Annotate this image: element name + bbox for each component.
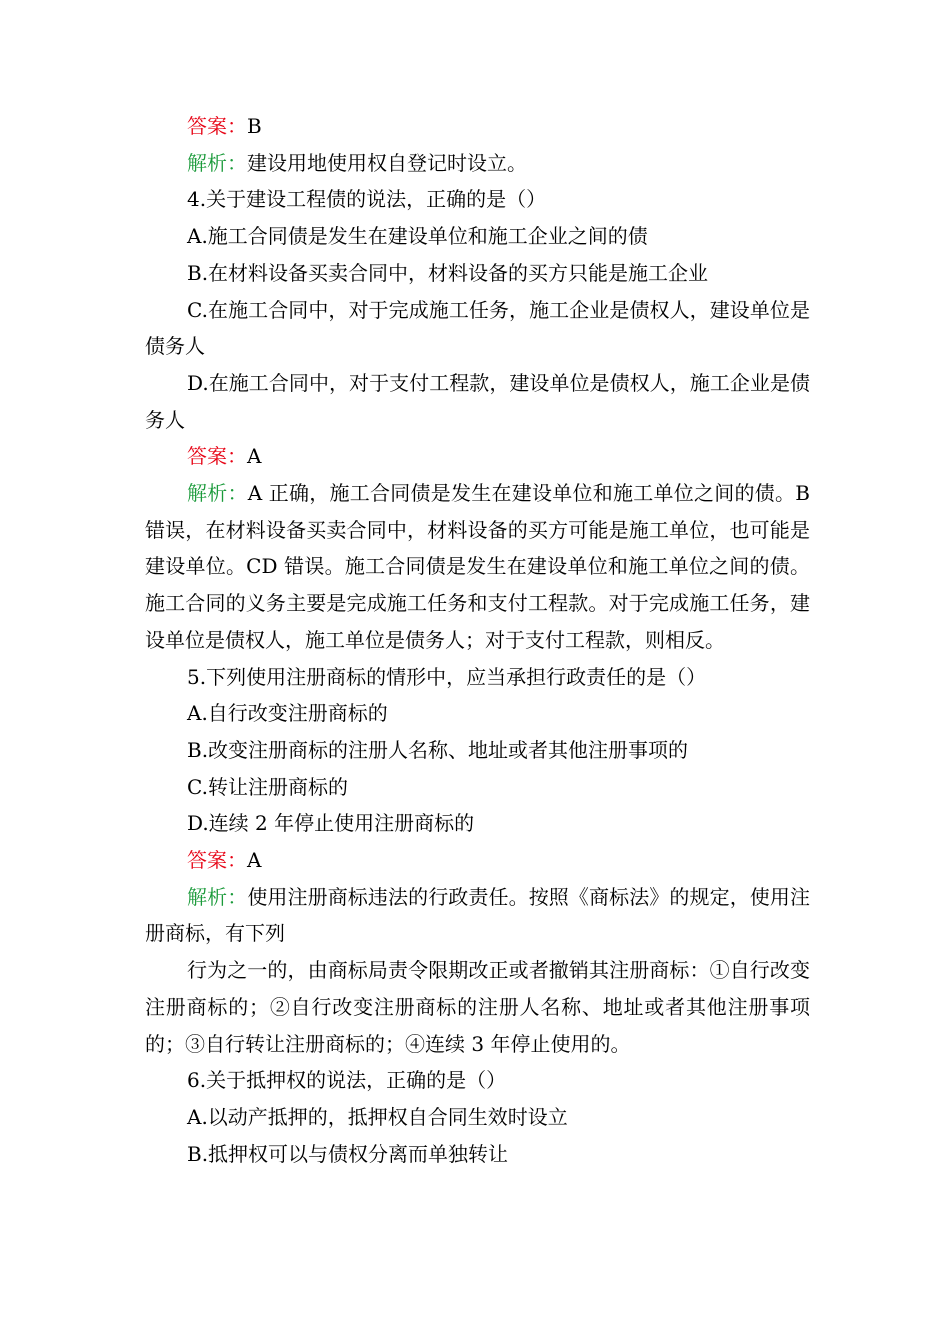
q4-option-c: C.在施工合同中，对于完成施工任务，施工企业是债权人，建设单位是债务人: [145, 297, 810, 359]
q4-option-a: A.施工合同债是发生在建设单位和施工企业之间的债: [187, 224, 648, 249]
q4-option-b: B.在材料设备买卖合同中，材料设备的买方只能是施工企业: [187, 260, 709, 285]
answer-value: A: [247, 848, 262, 873]
answer-value: B: [247, 114, 262, 138]
q3-analysis: [145, 145, 810, 182]
answer-label: 答案：: [187, 444, 247, 469]
q5-answer: [145, 842, 810, 879]
q3-answer: [145, 108, 810, 145]
answer-label: 答案：: [187, 114, 247, 138]
q4-option-d: D.在施工合同中，对于支付工程款，建设单位是债权人，施工企业是债务人: [145, 370, 810, 432]
q6-option-a: A.以动产抵押的，抵押权自合同生效时设立: [187, 1104, 568, 1129]
analysis-label: 解析：: [187, 150, 247, 175]
answer-label: 答案：: [187, 848, 247, 873]
answer-value: A: [247, 444, 262, 469]
q4-stem: 4.关于建设工程债的说法，正确的是（）: [187, 187, 547, 212]
q5-option-c: C.转让注册商标的: [187, 774, 348, 799]
q5-stem: 5.下列使用注册商标的情形中，应当承担行政责任的是（）: [187, 664, 707, 689]
analysis-label: 解析：: [187, 481, 248, 506]
analysis-text: A 正确，施工合同债是发生在建设单位和施工单位之间的债。B 错误，在材料设备买卖合同中，材料设备的买方可能是施工单位，也可能是建设单位。CD 错误。施工合同债是发生在建设单位和施工单位之间的债。施工合同的义务主要是完成施工任务和支付工程款。对于完成施工任务，建设单位是债权人，施工单位是债务人；对于支付工程款，则相反。: [145, 481, 810, 652]
analysis-label: 解析：: [187, 884, 248, 909]
analysis-text: 建设用地使用权自登记时设立。: [247, 150, 527, 175]
q6-stem: 6.关于抵押权的说法，正确的是（）: [187, 1068, 507, 1093]
q5-option-d: D.连续 2 年停止使用注册商标的: [187, 811, 475, 836]
analysis-text: 使用注册商标违法的行政责任。按照《商标法》的规定，使用注册商标，有下列: [145, 884, 811, 946]
q6-option-b: B.抵押权可以与债权分离而单独转让: [187, 1141, 509, 1166]
q4-answer: [145, 438, 810, 475]
q4-analysis: [145, 475, 810, 659]
q5-option-b: B.改变注册商标的注册人名称、地址或者其他注册事项的: [187, 737, 689, 762]
document-body: [145, 108, 810, 1172]
q5-option-a: A.自行改变注册商标的: [187, 701, 388, 726]
q5-analysis: [145, 879, 810, 952]
q5-analysis-continued: 行为之一的，由商标局责令限期改正或者撤销其注册商标：①自行改变注册商标的；②自行改变注册商标的注册人名称、地址或者其他注册事项的；③自行转让注册商标的；④连续 3 年停止使用的。: [145, 958, 810, 1056]
